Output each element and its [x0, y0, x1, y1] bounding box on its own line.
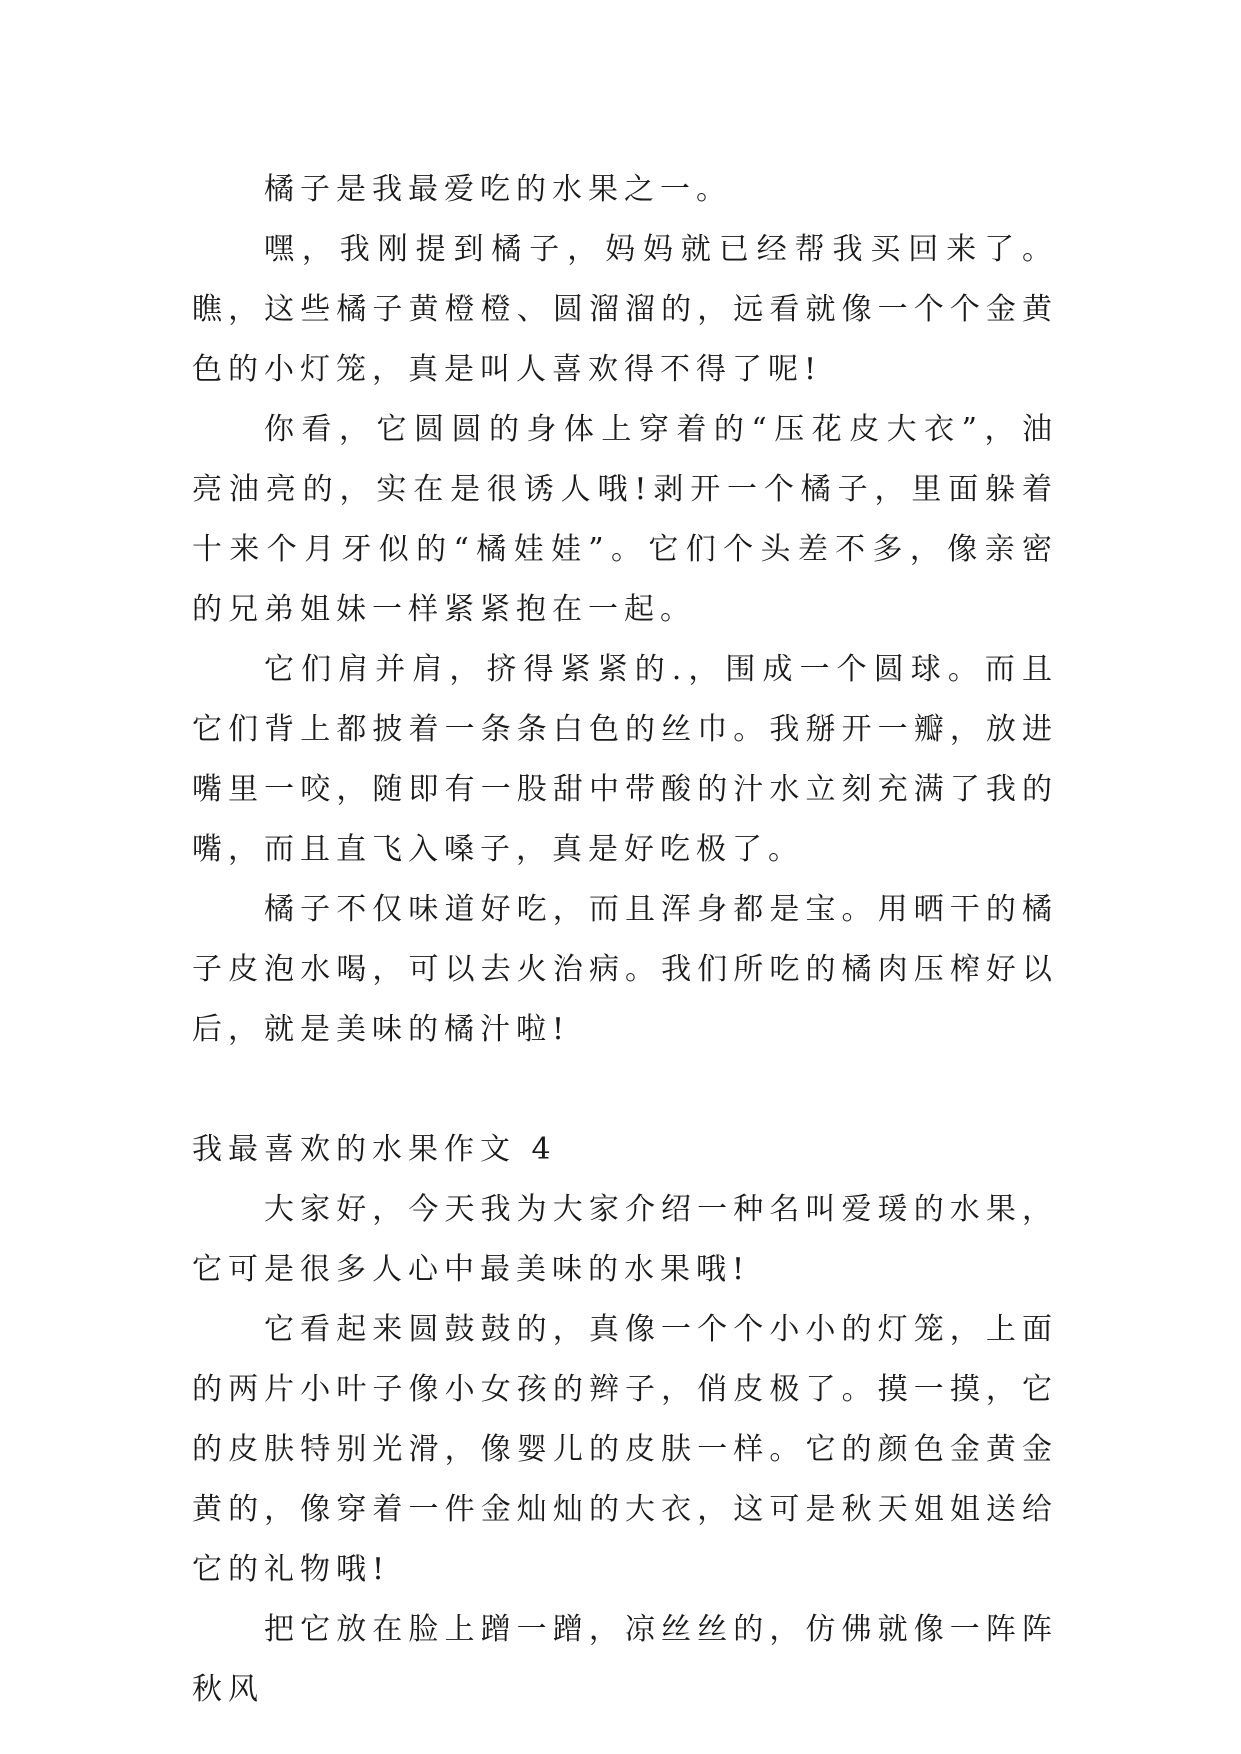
section-title: 我最喜欢的水果作文 4 — [192, 1132, 557, 1167]
paragraph: 橘子是我最爱吃的水果之一。 — [264, 172, 732, 207]
paragraph: 大家好，今天我为大家介绍一种名叫爱瑗的水果，它可是很多人心中最美味的水果哦! — [192, 1192, 1058, 1287]
paragraph: 它看起来圆鼓鼓的，真像一个个小小的灯笼，上面的两片小叶子像小女孩的辫子，俏皮极了。摸一摸，它的皮肤特别光滑，像婴儿的皮肤一样。它的颜色金黄金黄的，像穿着一件金灿灿的大衣，这可是秋天姐姐送给它的礼物哦! — [192, 1312, 1058, 1587]
paragraph: 把它放在脸上蹭一蹭，凉丝丝的，仿佛就像一阵阵秋风 — [192, 1612, 1058, 1707]
paragraph: 它们肩并肩，挤得紧紧的.，围成一个圆球。而且它们背上都披着一条条白色的丝巾。我掰开一瓣，放进嘴里一咬，随即有一股甜中带酸的汁水立刻充满了我的嘴，而且直飞入嗓子，真是好吃极了。 — [192, 652, 1058, 867]
paragraph: 橘子不仅味道好吃，而且浑身都是宝。用晒干的橘子皮泡水喝，可以去火治病。我们所吃的橘肉压榨好以后，就是美味的橘汁啦! — [192, 892, 1058, 1047]
paragraph: 嘿，我刚提到橘子，妈妈就已经帮我买回来了。瞧，这些橘子黄橙橙、圆溜溜的，远看就像一个个金黄色的小灯笼，真是叫人喜欢得不得了呢! — [192, 232, 1058, 387]
document-body — [192, 160, 1058, 1720]
paragraph: 你看，它圆圆的身体上穿着的“压花皮大衣”，油亮油亮的，实在是很诱人哦!剥开一个橘子，里面躲着十来个月牙似的“橘娃娃”。它们个头差不多，像亲密的兄弟姐妹一样紧紧抱在一起。 — [192, 412, 1058, 627]
